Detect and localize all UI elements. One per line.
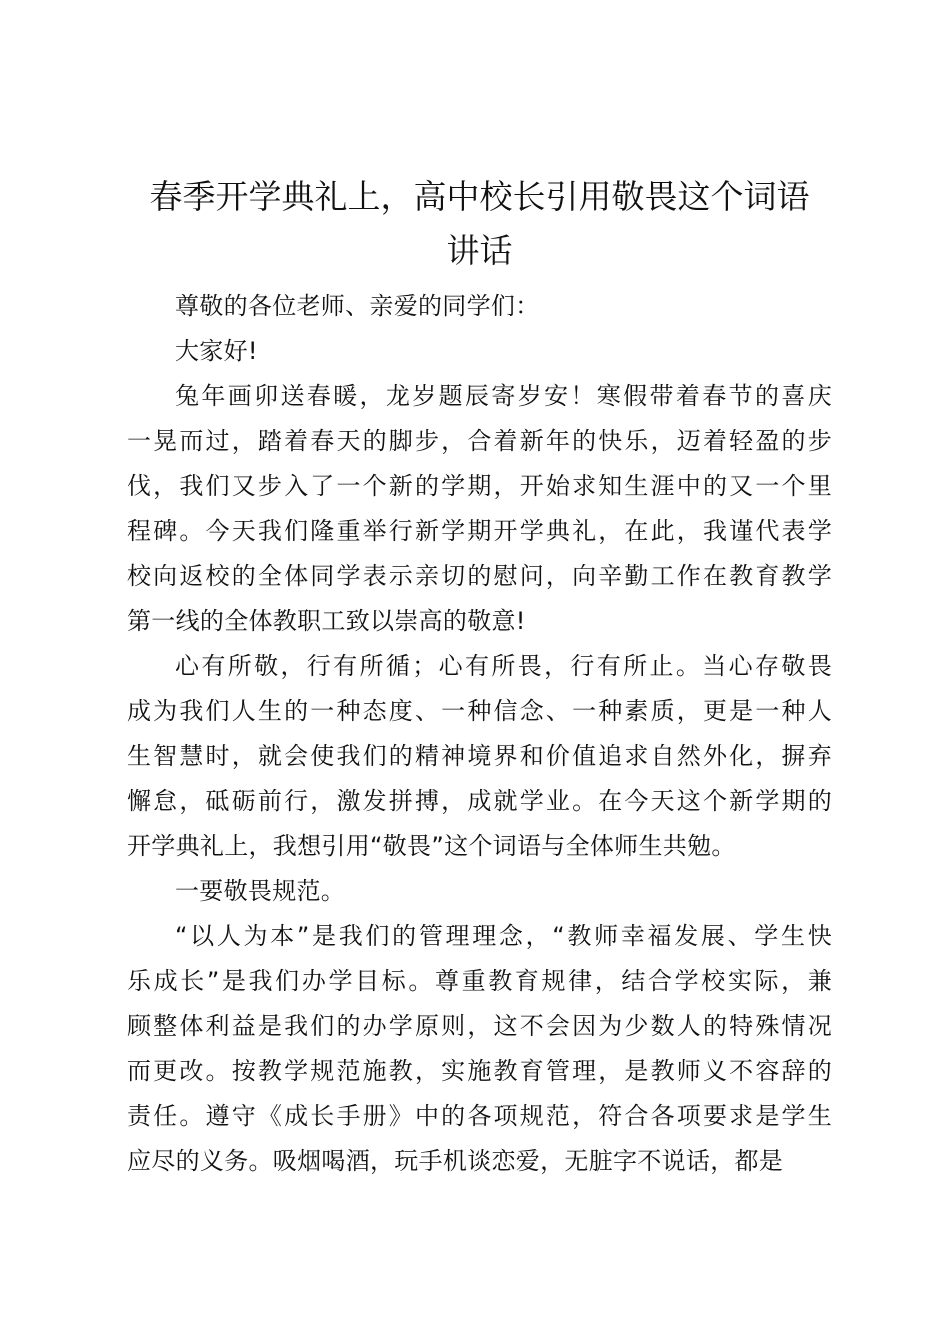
text-line: 生智慧时，就会使我们的精神境界和价值追求自然外化，摒弃 (127, 742, 832, 770)
paragraph (127, 329, 832, 374)
text-line: 懈怠，砥砺前行，激发拼搏，成就学业。在今天这个新学期的 (127, 787, 832, 815)
document-body (127, 284, 832, 1184)
paragraph (127, 644, 832, 869)
text-line: 尊敬的各位老师、亲爱的同学们： (175, 292, 540, 320)
text-line: “以人为本”是我们的管理理念，“教师幸福发展、学生快 (175, 922, 832, 950)
text-line: 程碑。今天我们隆重举行新学期开学典礼，在此，我谨代表学 (127, 517, 832, 545)
text-line: 应尽的义务。吸烟喝酒，玩手机谈恋爱，无脏字不说话，都是 (127, 1147, 784, 1175)
text-line: 责任。遵守《成长手册》中的各项规范，符合各项要求是学生 (127, 1102, 832, 1130)
document-page (127, 170, 832, 1184)
text-line: 伐，我们又步入了一个新的学期，开始求知生涯中的又一个里 (127, 472, 832, 500)
text-line: 一晃而过，踏着春天的脚步，合着新年的快乐，迈着轻盈的步 (127, 427, 832, 455)
paragraph (127, 869, 832, 914)
text-line: 第一线的全体教职工致以崇高的敬意! (127, 607, 526, 635)
text-line: 大家好! (175, 337, 258, 365)
text-line: 校向返校的全体同学表示亲切的慰问，向辛勤工作在教育教学 (127, 562, 832, 590)
paragraph (127, 914, 832, 1184)
text-line: 乐成长”是我们办学目标。尊重教育规律，结合学校实际，兼 (127, 967, 833, 995)
document-title (127, 170, 832, 278)
text-line: 顾整体利益是我们的办学原则，这不会因为少数人的特殊情况 (127, 1012, 832, 1040)
title-line-1: 春季开学典礼上，高中校长引用敬畏这个词语 (149, 177, 810, 216)
text-line: 成为我们人生的一种态度、一种信念、一种素质，更是一种人 (127, 697, 832, 725)
text-line: 而更改。按教学规范施教，实施教育管理，是教师义不容辞的 (127, 1057, 832, 1085)
title-line-2: 讲话 (446, 231, 513, 270)
text-line: 兔年画卯送春暖，龙岁题辰寄岁安！寒假带着春节的喜庆 (175, 382, 832, 410)
text-line: 开学典礼上，我想引用“敬畏”这个词语与全体师生共勉。 (127, 832, 736, 860)
text-line: 心有所敬，行有所循；心有所畏，行有所止。当心存敬畏 (175, 652, 832, 680)
paragraph (127, 374, 832, 644)
paragraph (127, 284, 832, 329)
text-line: 一要敬畏规范。 (175, 877, 346, 905)
